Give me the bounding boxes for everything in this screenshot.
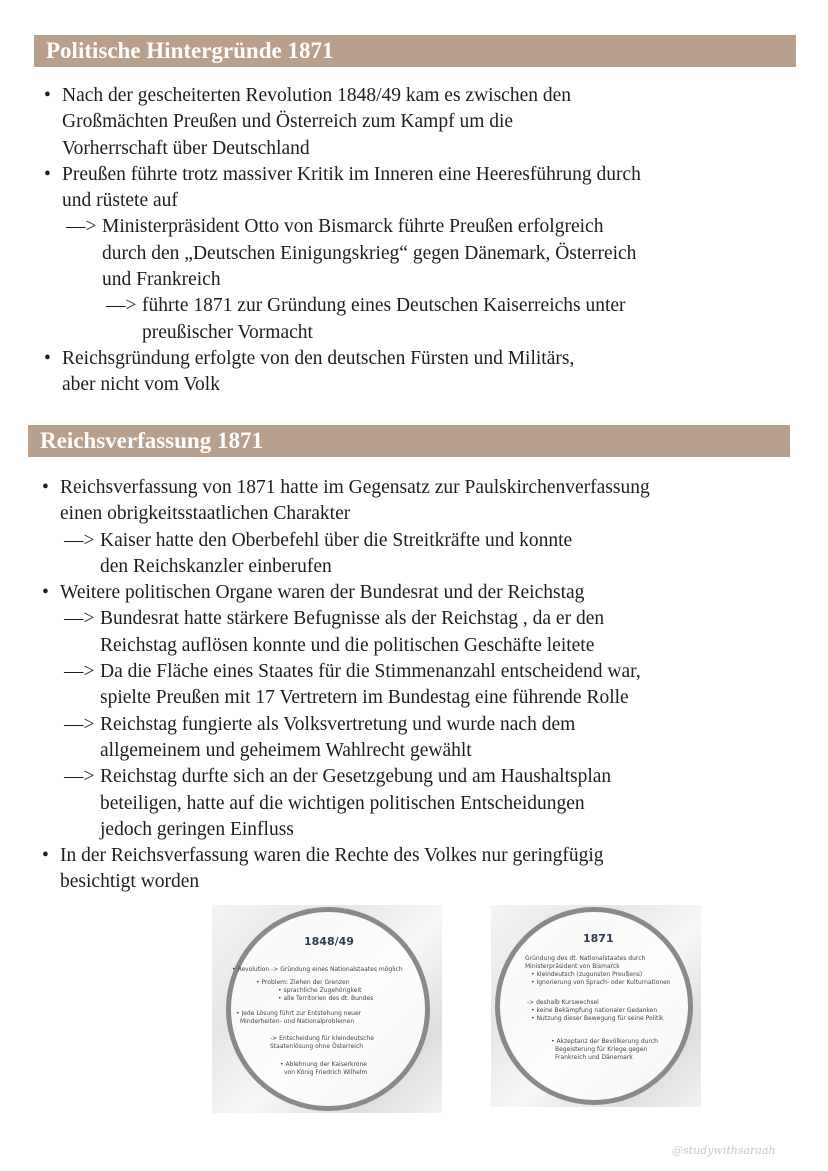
arrow-icon: —> — [106, 295, 137, 317]
text-line: allgemeinem und geheimem Wahlrecht gewählt — [100, 739, 472, 761]
continuation-line — [44, 136, 804, 162]
infographic-line: Ministerpräsident von Bismarck — [525, 963, 620, 970]
infographic-line: • Nutzung dieser Bewegung für seine Politik — [531, 1015, 664, 1022]
section-heading-politische-hintergruende: Politische Hintergründe 1871 — [34, 35, 796, 67]
text-line: spielte Preußen mit 17 Vertretern im Bundestag eine führende Rolle — [100, 687, 629, 709]
text-line: Großmächten Preußen und Österreich zum Kampf um die — [62, 111, 514, 133]
text-line: Kaiser hatte den Oberbefehl über die Streitkräfte und konnte — [100, 529, 573, 551]
continuation-line — [42, 685, 812, 711]
infographic-line: • sprachliche Zugehörigkeit — [278, 987, 362, 994]
infographic-line: Gründung des dt. Nationalstaates durch — [525, 955, 646, 962]
bullet-line — [44, 162, 804, 188]
infographic-title: 1871 — [583, 932, 614, 945]
continuation-line — [44, 188, 804, 214]
arrow-line — [44, 214, 804, 240]
continuation-line — [42, 869, 812, 895]
arrow-line — [42, 712, 812, 738]
bullet-line — [42, 475, 812, 501]
bullet-line — [44, 83, 804, 109]
text-line: den Reichskanzler einberufen — [100, 555, 332, 577]
text-line: preußischer Vormacht — [142, 321, 313, 343]
text-line: Weitere politischen Organe waren der Bundesrat und der Reichstag — [60, 582, 585, 604]
continuation-line — [44, 320, 804, 346]
arrow-icon: —> — [64, 661, 95, 683]
infographic-line: Begeisterung für Kriege gegen — [555, 1046, 648, 1053]
bullet-line — [42, 580, 812, 606]
continuation-line — [42, 817, 812, 843]
text-line: durch den „Deutschen Einigungskrieg“ gegen Dänemark, Österreich — [102, 242, 637, 264]
section-heading-reichsverfassung: Reichsverfassung 1871 — [28, 425, 790, 457]
bullet-line — [42, 843, 812, 869]
bullet-line — [44, 346, 804, 372]
infographic-line: • Ignorierung von Sprach- oder Kulturnationen — [531, 979, 671, 986]
text-line: Da die Fläche eines Staates für die Stimmenanzahl entscheidend war, — [100, 661, 641, 683]
text-line: Reichsverfassung von 1871 hatte im Gegensatz zur Paulskirchenverfassung — [60, 477, 650, 498]
text-line: Nach der gescheiterten Revolution 1848/49 kam es zwischen den — [62, 85, 572, 106]
text-line: einen obrigkeitsstaatlichen Charakter — [60, 503, 351, 525]
infographic-title: 1848/49 — [304, 935, 354, 948]
arrow-line — [42, 606, 812, 632]
arrow-line — [42, 528, 812, 554]
infographic-line: • Ablehnung der Kaiserkrone — [280, 1061, 367, 1068]
infographic-line: -> deshalb Kurswechsel — [527, 999, 599, 1006]
arrow-line — [42, 659, 812, 685]
text-line: Reichstag durfte sich an der Gesetzgebung und am Haushaltsplan — [100, 766, 612, 788]
continuation-line — [42, 738, 812, 764]
continuation-line — [44, 241, 804, 267]
infographic-line: • Revolution -> Gründung eines Nationalstaates möglich — [232, 966, 403, 973]
infographic-1848-49 — [212, 905, 442, 1113]
infographic-line: • Akzeptanz der Bevölkerung durch — [551, 1038, 658, 1045]
infographic-line: von König Friedrich Wilhelm — [284, 1069, 368, 1076]
text-line: Reichstag auflösen konnte und die politischen Geschäfte leitete — [100, 634, 595, 656]
infographic-line: Staatenlösung ohne Österreich — [270, 1043, 364, 1050]
arrow-line — [42, 764, 812, 790]
arrow-icon: —> — [64, 529, 95, 551]
text-line: Ministerpräsident Otto von Bismarck führte Preußen erfolgreich — [102, 216, 604, 238]
infographic-line: • kleindeutsch (zugunsten Preußens) — [531, 971, 643, 978]
continuation-line — [42, 554, 812, 580]
arrow-icon: —> — [64, 766, 95, 788]
continuation-line — [42, 633, 812, 659]
section-content-politische-hintergruende — [44, 83, 804, 399]
continuation-line — [42, 791, 812, 817]
arrow-icon: —> — [64, 713, 95, 735]
arrow-icon: —> — [66, 216, 97, 238]
infographic-line: -> Entscheidung für kleindeutsche — [270, 1035, 374, 1042]
text-line: Reichsgründung erfolgte von den deutschen Fürsten und Militärs, — [62, 347, 575, 369]
infographic-line: • Jede Lösung führt zur Entstehung neuer — [236, 1010, 362, 1017]
infographic-line: • alle Territorien des dt. Bundes — [278, 995, 374, 1002]
infographic-1871 — [491, 905, 701, 1107]
watermark: @studywithsaraah — [672, 1144, 776, 1157]
text-line: beteiligen, hatte auf die wichtigen politischen Entscheidungen — [100, 792, 585, 814]
infographic-line: Minderheiten- und Nationalproblemen — [240, 1018, 355, 1025]
text-line: Vorherrschaft über Deutschland — [62, 137, 310, 159]
text-line: besichtigt worden — [60, 871, 200, 893]
continuation-line — [44, 109, 804, 135]
continuation-line — [44, 267, 804, 293]
text-line: In der Reichsverfassung waren die Rechte des Volkes nur geringfügig — [60, 845, 604, 867]
text-line: und Frankreich — [102, 269, 221, 291]
text-line: Bundesrat hatte stärkere Befugnisse als der Reichstag , da er den — [100, 608, 605, 630]
text-line: jedoch geringen Einfluss — [100, 818, 294, 840]
arrow-icon: —> — [64, 608, 95, 630]
text-line: und rüstete auf — [62, 190, 178, 212]
infographic-line: Frankreich und Dänemark — [555, 1054, 633, 1061]
text-line: Reichstag fungierte als Volksvertretung und wurde nach dem — [100, 713, 576, 735]
infographic-line: • keine Bekämpfung nationaler Gedanken — [531, 1007, 658, 1014]
section-content-reichsverfassung — [42, 475, 812, 896]
infographic-line: • Problem: Ziehen der Grenzen — [256, 979, 350, 986]
text-line: aber nicht vom Volk — [62, 374, 220, 396]
continuation-line — [44, 372, 804, 398]
arrow-line — [44, 293, 804, 319]
text-line: Preußen führte trotz massiver Kritik im Inneren eine Heeresführung durch — [62, 163, 641, 185]
text-line: führte 1871 zur Gründung eines Deutschen Kaiserreichs unter — [142, 295, 626, 317]
continuation-line — [42, 501, 812, 527]
